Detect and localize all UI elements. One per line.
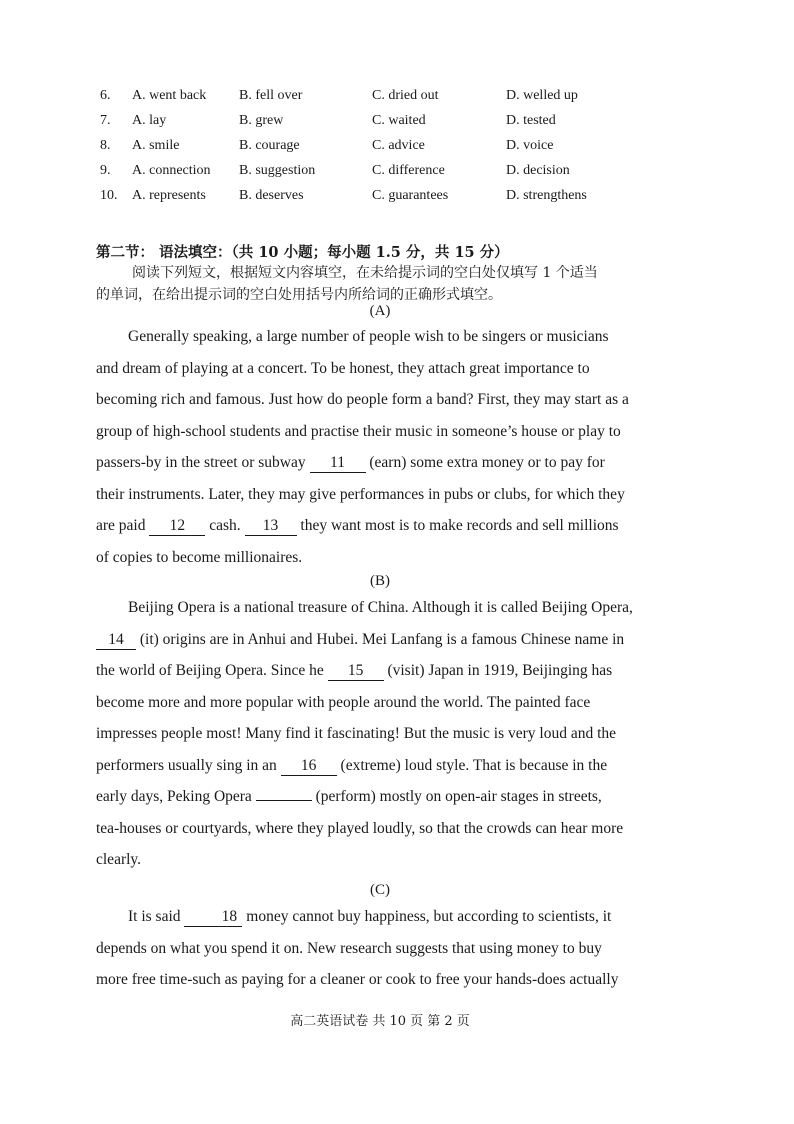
option-b: B. fell over (239, 88, 303, 103)
option-a: A. represents (132, 188, 206, 203)
blank-15[interactable]: 15 (328, 662, 384, 681)
passage-line: depends on what you spend it on. New research suggests that using money to buy (96, 939, 602, 957)
option-c: C. guarantees (372, 188, 449, 203)
question-number: 9. (100, 163, 111, 178)
blank-12[interactable]: 12 (149, 517, 205, 536)
passage-line: and dream of playing at a concert. To be honest, they attach great importance to (96, 359, 590, 377)
question-number: 10. (100, 188, 118, 203)
passage-text: they want most is to make records and sell millions (296, 517, 619, 534)
passage-line (96, 750, 670, 782)
blank-13[interactable]: 13 (245, 517, 297, 536)
passage-text: (extreme) loud style. That is because in the (336, 756, 608, 774)
passage-c-label: (C) (370, 882, 390, 898)
blank-17[interactable] (256, 800, 312, 801)
passage-line (96, 781, 670, 813)
option-row (96, 113, 696, 138)
passage-line: their instruments. Later, they may give performances in pubs or clubs, for which they (96, 485, 625, 503)
option-a: A. connection (132, 163, 211, 178)
passage-line: Generally speaking, a large number of people wish to be singers or musicians (128, 328, 609, 345)
option-d: D. strengthens (506, 188, 587, 203)
page-footer: 高二英语试卷 共 10 页 第 2 页 (290, 1014, 470, 1029)
passage-b (96, 592, 670, 876)
option-row (96, 163, 696, 188)
passage-line (96, 510, 658, 542)
option-b: B. courage (239, 138, 300, 153)
passage-text: performers usually sing in an (96, 756, 281, 774)
options-block (96, 88, 696, 213)
blank-14[interactable]: 14 (96, 631, 136, 650)
passage-text: early days, Peking Opera (96, 788, 256, 805)
passage-line (96, 901, 672, 933)
option-d: D. welled up (506, 88, 578, 103)
passage-line: group of high-school students and practise their music in someone’s house or play to (96, 422, 621, 440)
option-c: C. advice (372, 138, 425, 153)
option-c: C. waited (372, 113, 426, 128)
passage-line: become more and more popular with people around the world. The painted face (96, 693, 591, 711)
passage-text: passers-by in the street or subway (96, 454, 310, 471)
instruction-line: 的单词，在给出提示词的空白处用括号内所给词的正确形式填空。 (96, 287, 502, 303)
blank-18[interactable]: 18 (184, 908, 242, 927)
option-row (96, 188, 696, 213)
passage-text: are paid (96, 517, 150, 534)
passage-text: (it) origins are in Anhui and Hubei. Mei Lanfang is a famous Chinese name in (136, 630, 625, 648)
option-a: A. smile (132, 138, 180, 153)
passage-c (96, 901, 672, 996)
passage-text: (visit) Japan in 1919, Beijinging has (383, 662, 613, 679)
question-number: 8. (100, 138, 111, 153)
question-number: 6. (100, 88, 111, 103)
passage-line (96, 624, 670, 656)
passage-b-label: (B) (370, 573, 390, 589)
option-row (96, 88, 696, 113)
option-d: D. voice (506, 138, 554, 153)
passage-text: (perform) mostly on open-air stages in streets, (311, 788, 602, 805)
option-c: C. dried out (372, 88, 439, 103)
passage-text: money cannot buy happiness, but according to scientists, it (242, 908, 612, 925)
question-number: 7. (100, 113, 111, 128)
passage-line: Beijing Opera is a national treasure of China. Although it is called Beijing Opera, (128, 599, 633, 616)
option-b: B. deserves (239, 188, 304, 203)
instruction-line: 阅读下列短文，根据短文内容填空，在未给提示词的空白处仅填写 1 个适当 (132, 265, 598, 281)
option-d: D. decision (506, 163, 570, 178)
option-d: D. tested (506, 113, 556, 128)
section-heading: 第二节： 语法填空：（共 10 小题；每小题 1.5 分，共 15 分） (96, 244, 509, 261)
option-b: B. suggestion (239, 163, 316, 178)
passage-line: more free time-such as paying for a cleaner or cook to free your hands-does actually (96, 971, 619, 988)
passage-a-label: (A) (369, 303, 391, 319)
passage-text: the world of Beijing Opera. Since he (96, 662, 328, 679)
passage-a (96, 321, 658, 573)
blank-11[interactable]: 11 (310, 454, 366, 473)
passage-line (96, 447, 658, 479)
passage-text: cash. (205, 517, 245, 534)
option-row (96, 138, 696, 163)
option-c: C. difference (372, 163, 445, 178)
option-a: A. went back (132, 88, 207, 103)
passage-line: clearly. (96, 851, 142, 868)
passage-text: It is said (128, 908, 185, 925)
option-a: A. lay (132, 113, 167, 128)
blank-16[interactable]: 16 (281, 757, 337, 776)
passage-line: of copies to become millionaires. (96, 548, 303, 566)
passage-line: tea-houses or courtyards, where they played loudly, so that the crowds can hear more (96, 819, 624, 837)
section-instructions (96, 262, 656, 306)
passage-text: (earn) some extra money or to pay for (365, 454, 605, 471)
passage-line (96, 655, 670, 687)
passage-line: becoming rich and famous. Just how do people form a band? First, they may start as a (96, 391, 629, 408)
passage-line: impresses people most! Many find it fascinating! But the music is very loud and the (96, 725, 617, 742)
option-b: B. grew (239, 113, 284, 128)
